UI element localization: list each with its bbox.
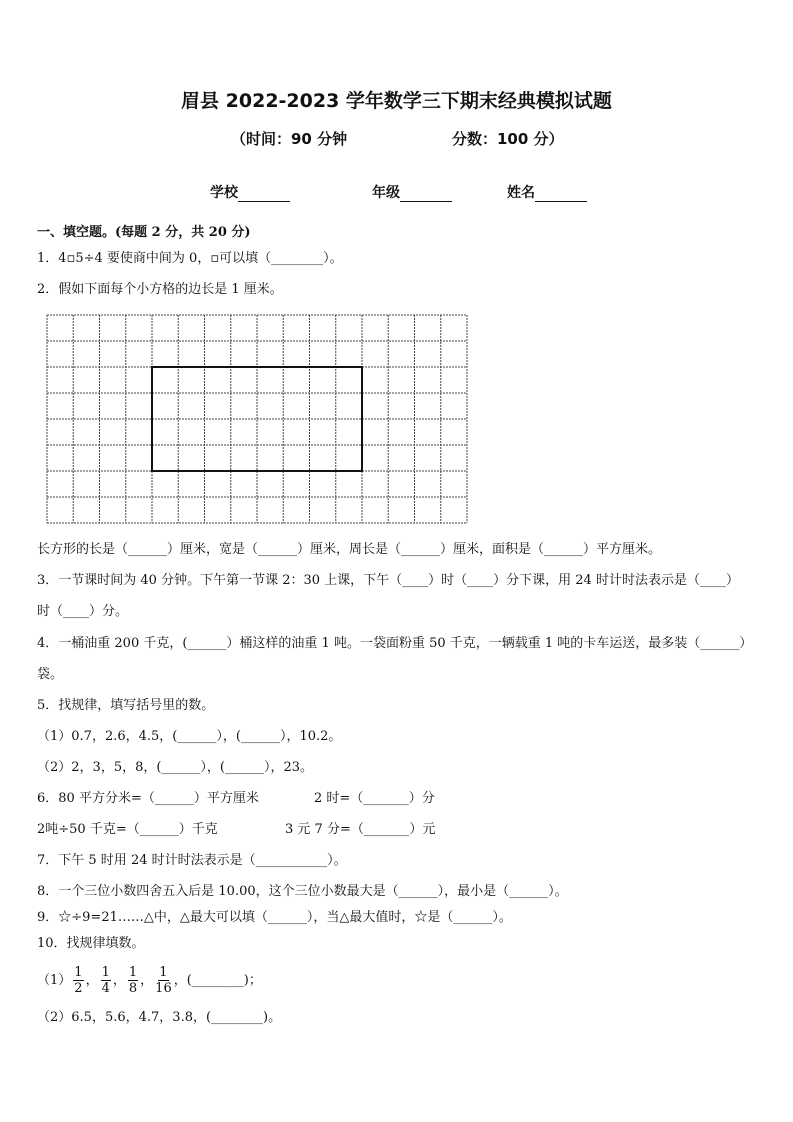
name-blank[interactable] bbox=[535, 187, 587, 202]
school-blank[interactable] bbox=[238, 187, 290, 202]
fraction-numerator: 1 bbox=[159, 965, 168, 980]
question-7: 7．下午 5 时用 24 时计时法表示是（___________）。 bbox=[37, 853, 347, 868]
school-label: 学校 bbox=[210, 185, 238, 201]
question-6-part-3: 2吨÷50 千克=（______）千克 bbox=[37, 822, 218, 837]
question-6-part-1: 6．80 平方分米=（______）平方厘米 bbox=[37, 791, 259, 806]
question-10-part-2: （2）6.5，5.6，4.7，3.8，(________)。 bbox=[37, 1010, 282, 1025]
question-6-part-2: 2 时=（_______）分 bbox=[314, 791, 435, 806]
section-heading: 一、填空题。(每题 2 分，共 20 分) bbox=[37, 225, 251, 240]
fraction-numerator: 1 bbox=[128, 965, 138, 980]
question-10: 10．找规律填数。 bbox=[37, 936, 145, 951]
question-6-part-4: 3 元 7 分=（_______）元 bbox=[285, 822, 436, 837]
fraction-1-4 bbox=[101, 965, 111, 996]
page-title: 眉县 2022-2023 学年数学三下期末经典模拟试题 bbox=[181, 90, 612, 112]
question-3-line-2: 时（____）分。 bbox=[37, 604, 129, 619]
question-2-answer: 长方形的长是（______）厘米，宽是（______）厘米，周长是（______）厘米，面积是（______）平方厘米。 bbox=[37, 542, 662, 557]
question-2: 2．假如下面每个小方格的边长是 1 厘米。 bbox=[37, 282, 283, 297]
question-1: 1．4▫5÷4 要使商中间为 0，▫可以填（________）。 bbox=[37, 251, 343, 266]
fraction-denominator: 16 bbox=[155, 981, 172, 996]
question-8: 8．一个三位小数四舍五入后是 10.00，这个三位小数最大是（______），最小是（______）。 bbox=[37, 884, 568, 899]
question-4-line-2: 袋。 bbox=[37, 667, 64, 682]
fraction-denominator: 4 bbox=[101, 981, 110, 996]
square-grid bbox=[45, 313, 469, 525]
fraction-denominator: 2 bbox=[74, 981, 83, 996]
grade-label: 年级 bbox=[372, 185, 400, 201]
name-field bbox=[507, 182, 587, 202]
fraction-1-16 bbox=[155, 965, 172, 996]
school-field bbox=[210, 182, 290, 202]
question-10-part-1: （1） $\frac{1}{2}$ ， $\frac{1}{4}$ ， $\frac{1}{8}$ ， $\frac{1}{16}$ ，(________)； bbox=[37, 965, 262, 996]
exam-time: （时间：90 分钟 bbox=[231, 130, 348, 148]
question-5-part-1: （1）0.7，2.6，4.5，(______），(______），10.2。 bbox=[37, 729, 342, 744]
exam-score: 分数：100 分） bbox=[452, 130, 564, 148]
fraction-denominator: 8 bbox=[128, 981, 138, 996]
grade-blank[interactable] bbox=[400, 187, 452, 202]
question-5: 5．找规律，填写括号里的数。 bbox=[37, 698, 215, 713]
fraction-1-2 bbox=[73, 965, 83, 996]
fraction-1-8 bbox=[128, 965, 138, 996]
question-3-line-1: 3．一节课时间为 40 分钟。下午第一节课 2：30 上课，下午（____）时（____）分下课，用 24 时计时法表示是（____） bbox=[37, 573, 739, 588]
question-9: 9．☆÷9=21……△中，△最大可以填（______），当△最大值时，☆是（______）。 bbox=[37, 910, 512, 925]
question-4-line-1: 4．一桶油重 200 千克，(______）桶这样的油重 1 吨。一袋面粉重 50 千克，一辆载重 1 吨的卡车运送，最多装（______） bbox=[37, 636, 753, 651]
fraction-numerator: 1 bbox=[74, 965, 83, 980]
q10-1-prefix: （1） bbox=[37, 973, 72, 988]
name-label: 姓名 bbox=[507, 185, 535, 201]
fraction-numerator: 1 bbox=[101, 965, 110, 980]
q10-1-suffix: ，(________)； bbox=[173, 973, 262, 988]
question-5-part-2: （2）2，3，5，8，(______），(______），23。 bbox=[37, 760, 314, 775]
grade-field bbox=[372, 182, 452, 202]
